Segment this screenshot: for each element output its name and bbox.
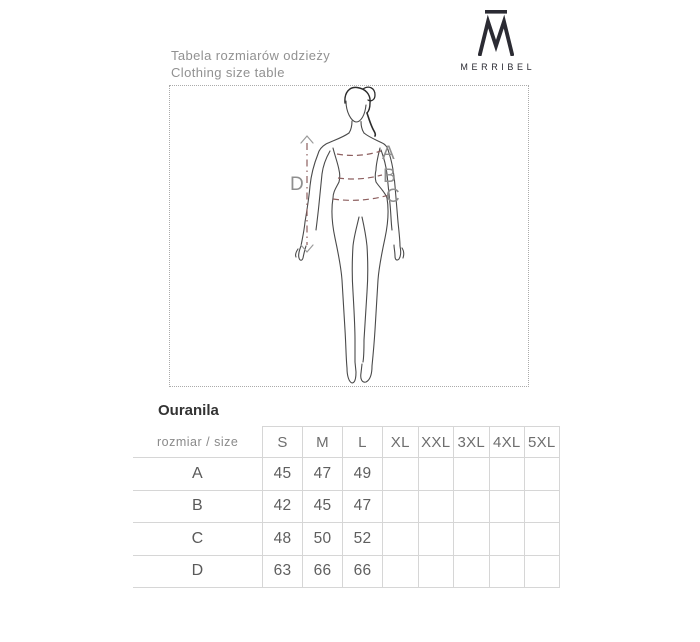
value-b-m: 45: [302, 491, 342, 523]
arrow-up-icon: [301, 136, 313, 143]
value-a-xl: [382, 458, 418, 490]
label-c: C: [386, 186, 400, 207]
value-a-4xl: [489, 458, 525, 490]
value-c-3xl: [453, 523, 489, 555]
value-d-4xl: [489, 556, 525, 588]
col-header-m: M: [302, 426, 342, 458]
col-header-3xl: 3XL: [453, 426, 489, 458]
product-name: Ouranila: [158, 402, 219, 419]
value-a-s: 45: [262, 458, 302, 490]
value-b-s: 42: [262, 491, 302, 523]
value-a-xxl: [418, 458, 454, 490]
bust-line-a: [337, 151, 381, 155]
value-c-s: 48: [262, 523, 302, 555]
value-c-4xl: [489, 523, 525, 555]
value-b-3xl: [453, 491, 489, 523]
value-d-m: 66: [302, 556, 342, 588]
table-corner-label: rozmiar / size: [133, 426, 262, 458]
col-header-xxl: XXL: [418, 426, 454, 458]
subtitle-polish: Tabela rozmiarów odzieży: [171, 48, 331, 63]
brand-name: MERRIBEL: [460, 62, 536, 72]
body-measurement-diagram: [170, 86, 528, 386]
size-table: [133, 426, 560, 588]
value-a-l: 49: [342, 458, 382, 490]
value-b-xl: [382, 491, 418, 523]
hip-line-c: [333, 195, 389, 200]
body-outline: [296, 87, 404, 383]
value-d-l: 66: [342, 556, 382, 588]
value-d-xxl: [418, 556, 454, 588]
col-header-5xl: 5XL: [524, 426, 560, 458]
merribel-m-icon: [478, 10, 514, 56]
label-d: D: [290, 174, 304, 195]
value-c-xxl: [418, 523, 454, 555]
row-label-d: D: [133, 556, 262, 588]
label-b: B: [383, 166, 396, 187]
col-header-xl: XL: [382, 426, 418, 458]
brand-logo: [456, 10, 536, 72]
value-d-3xl: [453, 556, 489, 588]
row-label-b: B: [133, 491, 262, 523]
row-label-a: A: [133, 458, 262, 490]
value-b-4xl: [489, 491, 525, 523]
page-subtitle: [171, 47, 330, 81]
value-c-5xl: [524, 523, 560, 555]
value-b-l: 47: [342, 491, 382, 523]
value-a-5xl: [524, 458, 560, 490]
col-header-l: L: [342, 426, 382, 458]
value-c-m: 50: [302, 523, 342, 555]
label-a: A: [382, 143, 395, 164]
value-b-5xl: [524, 491, 560, 523]
value-b-xxl: [418, 491, 454, 523]
arrow-down-icon: [301, 245, 313, 252]
col-header-s: S: [262, 426, 302, 458]
value-c-l: 52: [342, 523, 382, 555]
measurement-figure-box: [169, 85, 529, 387]
col-header-4xl: 4XL: [489, 426, 525, 458]
row-label-c: C: [133, 523, 262, 555]
value-a-m: 47: [302, 458, 342, 490]
value-d-s: 63: [262, 556, 302, 588]
value-d-xl: [382, 556, 418, 588]
subtitle-english: Clothing size table: [171, 65, 285, 80]
value-c-xl: [382, 523, 418, 555]
value-a-3xl: [453, 458, 489, 490]
measurement-lines: [307, 143, 389, 245]
value-d-5xl: [524, 556, 560, 588]
